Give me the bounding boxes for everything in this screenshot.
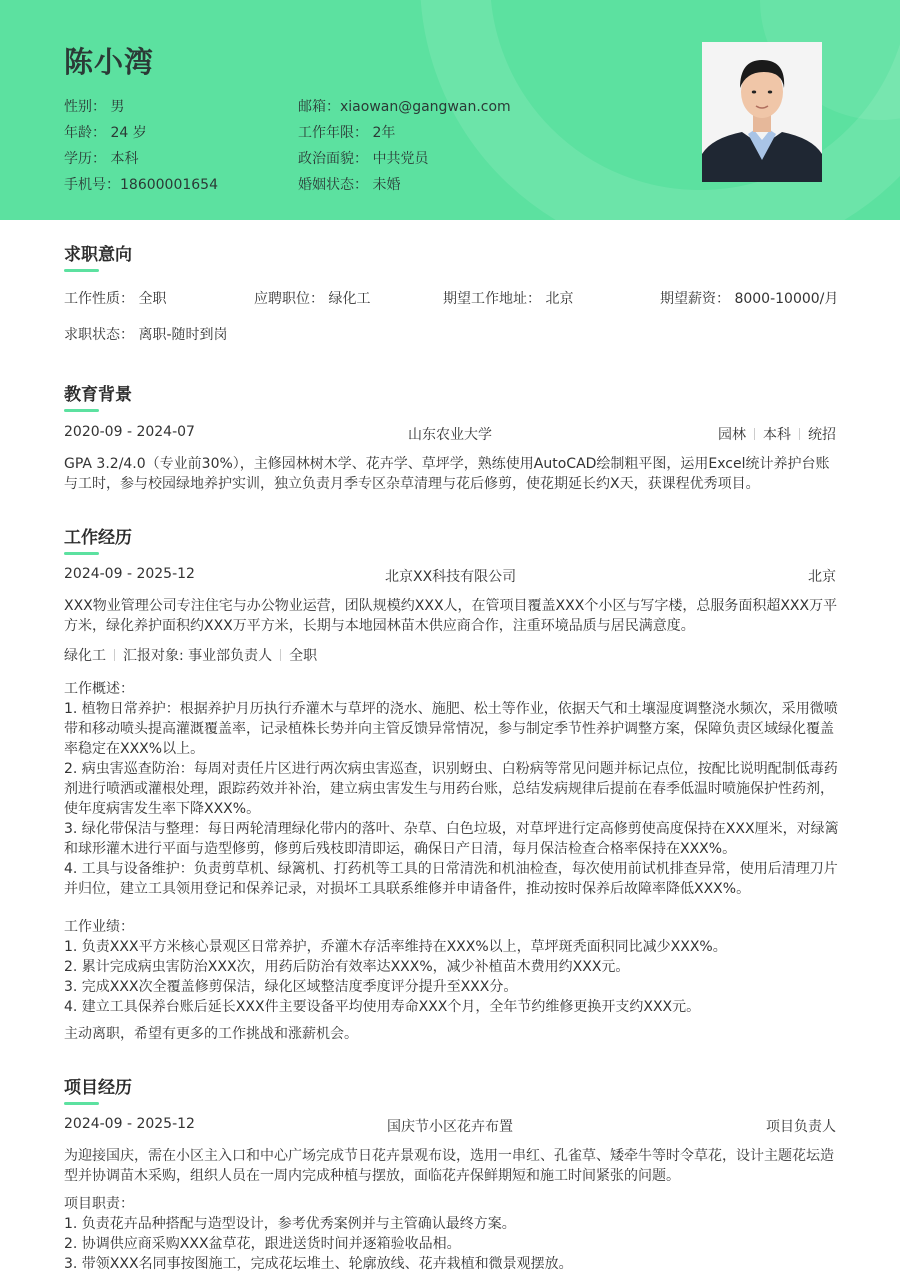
salary-field: 期望薪资： 8000-10000/月 [660, 291, 839, 307]
tag-divider [799, 428, 800, 440]
major-tag: 园林 [718, 427, 746, 443]
education-period: 2020-09 - 2024-07 [64, 424, 195, 440]
overview-item: 2. 病虫害巡查防治：每周对责任片区进行两次病虫害巡查，识别蚜虫、白粉病等常见问题并标记点位，按配比说明配制低毒药剂进行喷洒或灌根处理，跟踪药效并补治，建立病虫害发生与用药台账，总结发病规律后提前在春季低温时喷施保护性药剂，使年度病害发生率下降XXX%。 [64, 761, 838, 817]
tag-divider [754, 428, 755, 440]
company-name: 北京XX科技有限公司 [385, 569, 517, 585]
project-title-underline [64, 1102, 99, 1105]
job-type-field: 工作性质： 全职 [64, 291, 167, 307]
work-years-field: 工作年限： 2年 [298, 125, 396, 141]
project-role: 项目负责人 [766, 1119, 836, 1135]
project-duties [64, 1194, 840, 1274]
job-status-field: 求职状态： 离职-随时到岗 [64, 327, 228, 343]
email-field: 邮箱：xiaowan@gangwan.com [298, 99, 511, 115]
profile-photo [702, 42, 822, 182]
work-achievements [64, 917, 840, 1017]
project-section-title: 项目经历 [64, 1078, 132, 1098]
tag-divider [114, 649, 115, 661]
work-section-title: 工作经历 [64, 528, 132, 548]
avatar-portrait-icon [702, 42, 822, 182]
overview-item: 4. 工具与设备维护：负责剪草机、绿篱机、打药机等工具的日常清洗和机油检查，每次使用前试机排查异常，使用后清理刀片并归位，建立工具领用登记和保养记录，对损坏工具联系维修并申请备件，推动按时保养后故障率降低XXX%。 [64, 861, 838, 897]
intent-section-title: 求职意向 [64, 245, 132, 265]
school-name: 山东农业大学 [408, 427, 492, 443]
achievement-item: 3. 完成XXX次全覆盖修剪保洁，绿化区域整洁度季度评分提升至XXX分。 [64, 979, 518, 995]
location-field: 期望工作地址： 北京 [443, 291, 574, 307]
leave-reason: 主动离职，希望有更多的工作挑战和涨薪机会。 [64, 1026, 358, 1042]
project-period: 2024-09 - 2025-12 [64, 1116, 195, 1132]
jobtype-tag: 全职 [289, 648, 318, 664]
company-description: XXX物业管理公司专注住宅与办公物业运营，团队规模约XXX人，在管项目覆盖XXX个小区与写字楼，总服务面积超XXX万平方米，绿化养护面积约XXX万平方米，长期与本地园林苗木供应商合作，注重环境品质与居民满意度。 [64, 598, 838, 634]
work-overview [64, 679, 840, 899]
report-tag: 汇报对象: 事业部负责人 [123, 648, 273, 664]
education-tags [718, 424, 836, 444]
marital-field: 婚姻状态： 未婚 [298, 177, 401, 193]
age-field: 年龄： 24 岁 [64, 125, 147, 141]
education-description: GPA 3.2/4.0（专业前30%），主修园林树木学、花卉学、草坪学，熟练使用AutoCAD绘制粗平图，运用Excel统计养护台账与工时，参与校园绿地养护实训，独立负责月季专区杂草清理与花后修剪，使花期延长约X天，获课程优秀项目。 [64, 456, 830, 492]
education-field: 学历： 本科 [64, 151, 139, 167]
work-tags [64, 645, 317, 665]
achievement-item: 1. 负责XXX平方米核心景观区日常养护，乔灌木存活率维持在XXX%以上，草坪斑秃面积同比减少XXX%。 [64, 939, 727, 955]
project-name: 国庆节小区花卉布置 [387, 1119, 513, 1135]
gender-field: 性别： 男 [64, 99, 125, 115]
education-section-title: 教育背景 [64, 385, 132, 405]
intent-title-underline [64, 269, 99, 272]
overview-heading: 工作概述： [64, 681, 134, 697]
politics-field: 政治面貌： 中共党员 [298, 151, 429, 167]
duties-heading: 项目职责： [64, 1196, 134, 1212]
work-title-underline [64, 552, 99, 555]
overview-item: 1. 植物日常养护：根据养护月历执行乔灌木与草坪的浇水、施肥、松土等作业，依据天气和土壤湿度调整浇水频次，采用微喷带和移动喷头提高灌溉覆盖率，记录植株长势并向主管反馈异常情况，参与制定季节性养护调整方案，保障负责区域绿化覆盖率稳定在XXX%以上。 [64, 701, 838, 757]
work-city: 北京 [808, 569, 836, 585]
study-mode-tag: 统招 [808, 427, 836, 443]
project-description: 为迎接国庆，需在小区主入口和中心广场完成节日花卉景观布设，选用一串红、孔雀草、矮牵牛等时令草花，设计主题花坛造型并协调苗木采购，组织人员在一周内完成种植与摆放，面临花卉保鲜期短和施工时间紧张的问题。 [64, 1148, 834, 1184]
overview-item: 3. 绿化带保洁与整理：每日两轮清理绿化带内的落叶、杂草、白色垃圾，对草坪进行定高修剪使高度保持在XXX厘米，对绿篱和球形灌木进行平面与造型修剪，修剪后残枝即清即运，确保日产日清，每月保洁检查合格率保持在XXX%。 [64, 821, 839, 857]
duty-item: 1. 负责花卉品种搭配与造型设计，参考优秀案例并与主管确认最终方案。 [64, 1216, 516, 1232]
role-tag: 绿化工 [64, 648, 106, 664]
achievement-item: 2. 累计完成病虫害防治XXX次，用药后防治有效率达XXX%，减少补植苗木费用约XXX元。 [64, 959, 630, 975]
tag-divider [280, 649, 281, 661]
education-title-underline [64, 409, 99, 412]
achievement-item: 4. 建立工具保养台账后延长XXX件主要设备平均使用寿命XXX个月，全年节约维修更换开支约XXX元。 [64, 999, 701, 1015]
phone-field: 手机号：18600001654 [64, 177, 218, 193]
candidate-name: 陈小湾 [64, 45, 155, 79]
duty-item: 2. 协调供应商采购XXX盆草花，跟进送货时间并逐箱验收品相。 [64, 1236, 461, 1252]
duty-item: 3. 带领XXX名同事按图施工，完成花坛堆土、轮廓放线、花卉栽植和微景观摆放。 [64, 1256, 573, 1272]
profile-header [0, 0, 900, 220]
work-period: 2024-09 - 2025-12 [64, 566, 195, 582]
degree-tag: 本科 [763, 427, 791, 443]
achievements-heading: 工作业绩： [64, 919, 134, 935]
position-field: 应聘职位： 绿化工 [254, 291, 371, 307]
